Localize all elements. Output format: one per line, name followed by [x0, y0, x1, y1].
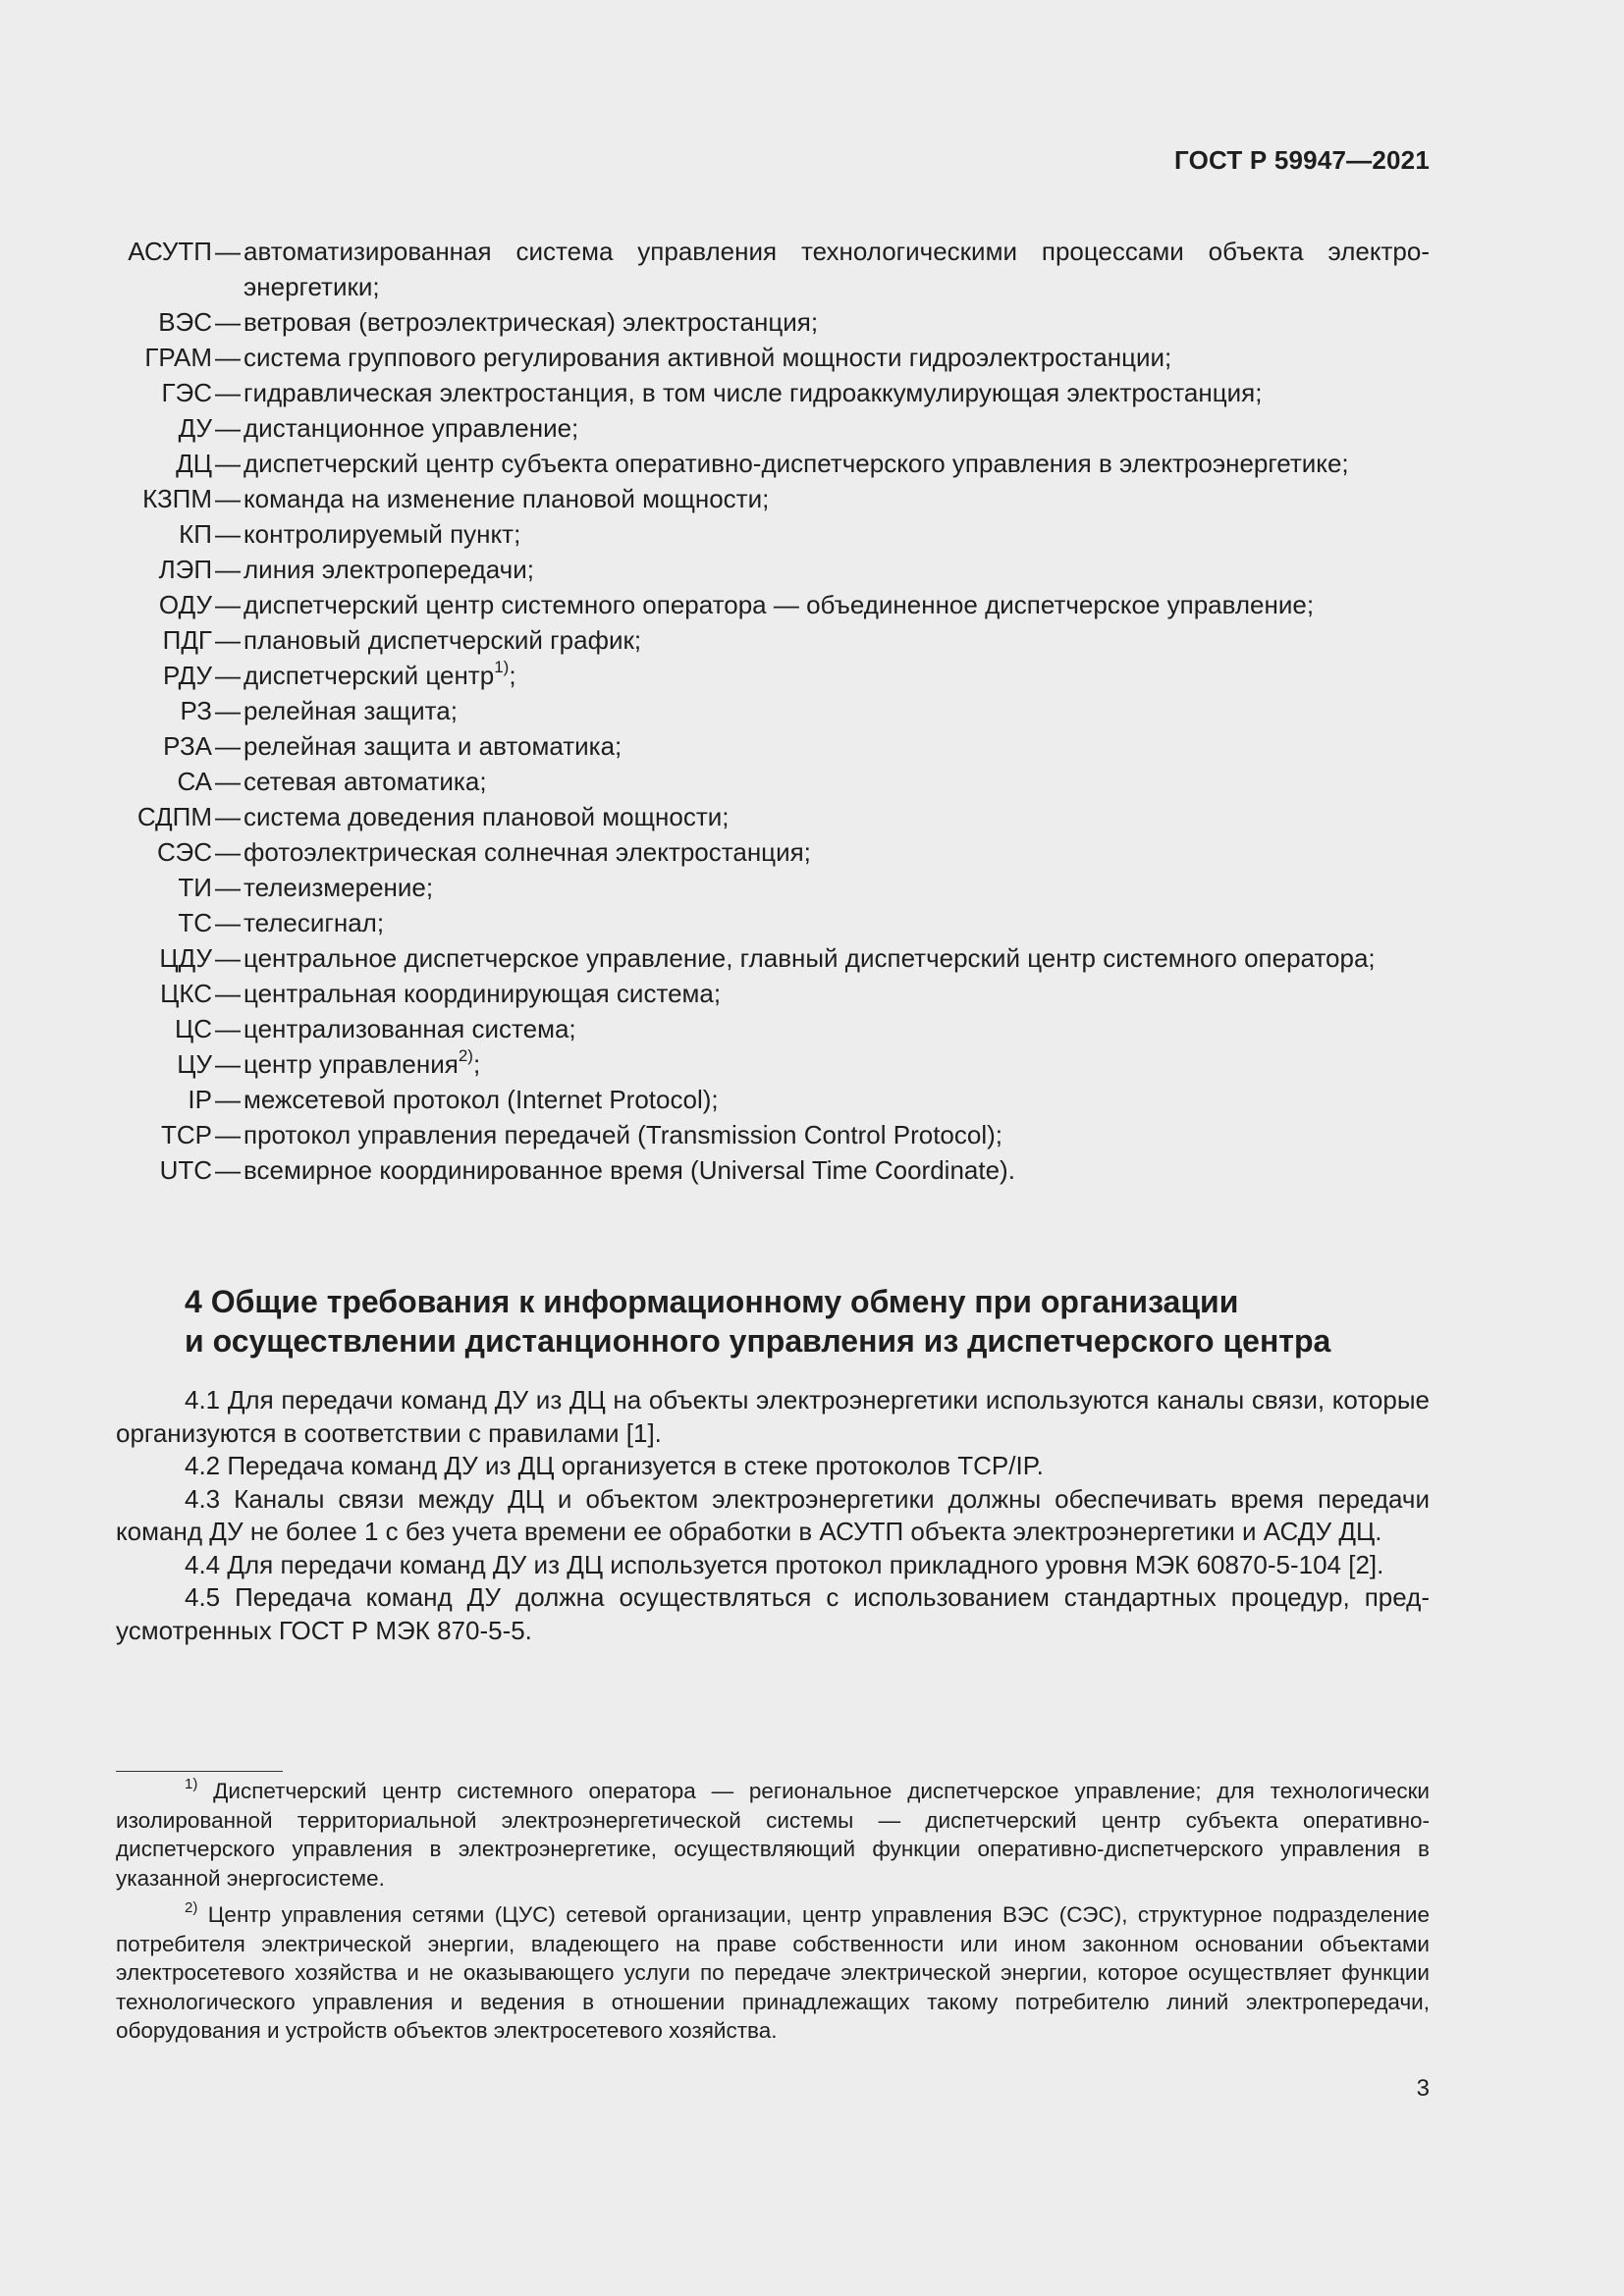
abbreviation-definition — [244, 834, 1430, 870]
abbreviation-term: ТС — [178, 908, 212, 937]
abbreviation-term: ВЭС — [158, 307, 212, 337]
definition-text: релейная защита и автоматика; — [244, 731, 623, 761]
em-dash: — — [215, 979, 241, 1008]
em-dash: — — [215, 943, 241, 973]
em-dash: — — [215, 1120, 241, 1149]
abbreviation-definition — [244, 940, 1430, 976]
abbreviation-term: СА — [177, 767, 212, 796]
abbreviation-definition — [244, 1011, 1430, 1046]
em-dash: — — [215, 378, 241, 407]
definition-text: диспетчерский центр субъекта оперативно-диспетчерского управления в электроэнергетике; — [244, 449, 1349, 478]
abbreviation-term: КЗПМ — [142, 484, 212, 513]
abbreviation-term: TCP — [161, 1120, 212, 1149]
definition-text: всемирное координированное время (Universal Time Coordinate). — [244, 1155, 1015, 1185]
abbreviation-term: IP — [188, 1085, 212, 1114]
abbreviation-row — [116, 905, 1430, 940]
abbreviation-definition — [244, 728, 1430, 764]
footnote-ref: 2) — [458, 1046, 473, 1066]
abbreviation-row — [116, 410, 1430, 446]
abbreviation-row — [116, 446, 1430, 481]
abbreviation-definition — [244, 410, 1430, 446]
em-dash: — — [215, 307, 241, 337]
abbreviation-row — [116, 552, 1430, 587]
definition-text: сетевая автоматика; — [244, 767, 487, 796]
definition-text: телеизмерение; — [244, 873, 434, 902]
abbreviation-row — [116, 304, 1430, 340]
abbreviation-definition — [244, 552, 1430, 587]
abbreviation-definition — [244, 1117, 1430, 1152]
paragraph: 4.3 Каналы связи между ДЦ и объектом электроэнергетики должны обеспечивать время передачи команд ДУ не более 1 с без учета времени ее обработки в АСУТП объекта электроэнергетики и АСДУ ДЦ. — [116, 1483, 1430, 1546]
abbreviation-row — [116, 587, 1430, 622]
em-dash: — — [215, 343, 241, 372]
definition-text: дистанционное управление; — [244, 413, 579, 443]
section-heading — [185, 1282, 1363, 1361]
definition-text: плановый диспетчерский график; — [244, 625, 642, 655]
em-dash: — — [215, 802, 241, 831]
abbreviation-term: АСУТП — [128, 237, 212, 266]
abbreviation-term: ЛЭП — [158, 555, 212, 584]
abbreviation-term: ЦУ — [177, 1049, 212, 1079]
abbreviation-definition — [244, 234, 1430, 304]
abbreviation-row — [116, 1082, 1430, 1117]
em-dash: — — [215, 555, 241, 584]
definition-text: централизованная система; — [244, 1014, 576, 1043]
abbreviation-row — [116, 1011, 1430, 1046]
em-dash: — — [215, 237, 241, 266]
footnote-text: Диспетчерский центр системного оператора — региональное диспетчерское управление; для технологически изолированной территориальной электроэнергетической системы — диспетчерский центр субъекта оперативно-диспетчерского управления в электроэнергетике, осуществляющий функции оперативно-диспетчерского управления в указанной энергосистеме. — [116, 1779, 1430, 1891]
definition-text: телесигнал; — [244, 908, 385, 937]
em-dash: — — [215, 767, 241, 796]
abbreviation-term: ОДУ — [158, 590, 212, 619]
em-dash: — — [215, 908, 241, 937]
abbreviation-term: СДПМ — [136, 802, 212, 831]
em-dash: — — [215, 1155, 241, 1185]
abbreviation-definition — [244, 799, 1430, 834]
definition-text: контролируемый пункт; — [244, 519, 521, 549]
definition-text: автоматизированная система управления технологическими процессами объекта электроэнергетики; — [244, 237, 1430, 301]
abbreviation-row — [116, 375, 1430, 410]
definition-text: межсетевой протокол (Internet Protocol); — [244, 1085, 719, 1114]
definition-tail: ; — [472, 1049, 481, 1079]
abbreviation-term: РДУ — [162, 661, 212, 690]
abbreviation-term: ЦДУ — [159, 943, 212, 973]
abbreviation-term: ДЦ — [176, 449, 212, 478]
abbreviation-row — [116, 340, 1430, 375]
em-dash: — — [215, 1014, 241, 1043]
em-dash: — — [215, 873, 241, 902]
abbreviation-definition — [244, 481, 1430, 516]
em-dash: — — [215, 1085, 241, 1114]
definition-text: гидравлическая электростанция, в том числе гидроаккумулирующая электростанция; — [244, 378, 1263, 407]
abbreviation-definition — [244, 304, 1430, 340]
abbreviation-term: РЗ — [180, 696, 212, 725]
abbreviation-row — [116, 658, 1430, 693]
section-heading-line: 4 Общие требования к информационному обмену при организации — [185, 1284, 1239, 1319]
em-dash: — — [215, 413, 241, 443]
abbreviation-definition — [244, 1082, 1430, 1117]
definition-text: диспетчерский центр системного оператора — объединенное диспетчерское управление; — [244, 590, 1315, 619]
footnote-mark: 1) — [185, 1775, 198, 1792]
abbreviation-row — [116, 764, 1430, 799]
definition-text: центр управления — [244, 1049, 459, 1079]
abbreviation-term: ДУ — [178, 413, 212, 443]
abbreviation-term: ЦС — [174, 1014, 212, 1043]
definition-text: ветровая (ветроэлектрическая) электростанция; — [244, 307, 819, 337]
footnote-mark: 2) — [185, 1898, 198, 1916]
abbreviation-row — [116, 481, 1430, 516]
footnotes — [116, 1777, 1430, 2054]
footnote-text: Центр управления сетями (ЦУС) сетевой организации, центр управления ВЭС (СЭС), структурное подразделение потребителя электрической энергии, владеющего на праве собственности или ином законном основании объектами электросетевого хозяйства и не оказывающего услуги по передаче электрической энергии, которое осуществляет функции технологического управления и ведения в отношении принадлежащих такому потребителю линий электропередачи, оборудования и устройств объектов электросетевого хозяйства. — [116, 1902, 1430, 2043]
definition-text: система доведения плановой мощности; — [244, 802, 730, 831]
abbreviation-definition — [244, 375, 1430, 410]
definition-text: протокол управления передачей (Transmission Control Protocol); — [244, 1120, 1002, 1149]
abbreviation-row — [116, 834, 1430, 870]
abbreviation-row — [116, 1152, 1430, 1188]
abbreviation-row — [116, 870, 1430, 905]
em-dash: — — [215, 484, 241, 513]
abbreviation-definition — [244, 870, 1430, 905]
paragraph: 4.1 Для передачи команд ДУ из ДЦ на объекты электроэнергетики используются каналы связи, которые организуются в соответствии с правилами [1]. — [116, 1385, 1430, 1448]
abbreviation-term: ЦКС — [160, 979, 212, 1008]
definition-text: фотоэлектрическая солнечная электростанция; — [244, 837, 811, 867]
abbreviation-term: КП — [179, 519, 212, 549]
abbreviation-definition — [244, 976, 1430, 1011]
definition-text: линия электропередачи; — [244, 555, 534, 584]
footnote-ref: 1) — [494, 658, 510, 677]
footnote — [116, 1900, 1430, 2046]
em-dash: — — [215, 449, 241, 478]
definition-text: система группового регулирования активной мощности гидроэлектростанции; — [244, 343, 1172, 372]
abbreviation-row — [116, 940, 1430, 976]
abbreviation-definition — [244, 658, 1430, 693]
abbreviation-row — [116, 234, 1430, 304]
definition-text: центральное диспетчерское управление, главный диспетчерский центр системного оператора; — [244, 943, 1376, 973]
footnote — [116, 1777, 1430, 1893]
abbreviation-definition — [244, 693, 1430, 728]
paragraph: 4.2 Передача команд ДУ из ДЦ организуется в стеке протоколов TCP/IP. — [185, 1451, 1044, 1480]
abbreviation-definition — [244, 764, 1430, 799]
definition-text: центральная координирующая система; — [244, 979, 722, 1008]
paragraph: 4.5 Передача команд ДУ должна осуществляться с использованием стандартных процедур, предусмотренных ГОСТ Р МЭК 870-5-5. — [116, 1582, 1430, 1645]
abbreviation-row — [116, 728, 1430, 764]
abbreviation-row — [116, 516, 1430, 552]
em-dash: — — [215, 731, 241, 761]
em-dash: — — [215, 837, 241, 867]
abbreviation-term: СЭС — [157, 837, 212, 867]
em-dash: — — [215, 625, 241, 655]
abbreviation-term: ТИ — [178, 873, 212, 902]
abbreviation-definition — [244, 905, 1430, 940]
em-dash: — — [215, 661, 241, 690]
abbreviation-row — [116, 799, 1430, 834]
abbreviation-row — [116, 1046, 1430, 1082]
abbreviation-term: ПДГ — [162, 625, 212, 655]
abbreviation-definition — [244, 340, 1430, 375]
definition-text: релейная защита; — [244, 696, 458, 725]
em-dash: — — [215, 1049, 241, 1079]
em-dash: — — [215, 696, 241, 725]
abbreviation-row — [116, 693, 1430, 728]
section-body — [116, 1384, 1430, 1647]
abbreviation-term: РЗА — [163, 731, 212, 761]
abbreviation-definition — [244, 1046, 1430, 1082]
abbreviation-term: ГРАМ — [144, 343, 212, 372]
abbreviation-definition — [244, 587, 1430, 622]
abbreviation-term: UTC — [159, 1155, 212, 1185]
abbreviation-term: ГЭС — [161, 378, 212, 407]
definition-tail: ; — [509, 661, 516, 690]
abbreviation-row — [116, 976, 1430, 1011]
abbreviation-row — [116, 622, 1430, 658]
page-number: 3 — [1416, 2075, 1430, 2102]
abbreviation-row — [116, 1117, 1430, 1152]
paragraph: 4.4 Для передачи команд ДУ из ДЦ используется протокол прикладного уровня МЭК 60870-5-104 [2]. — [185, 1549, 1384, 1579]
abbreviation-list — [116, 234, 1430, 1188]
section-heading-line: и осуществлении дистанционного управления из диспетчерского центра — [185, 1323, 1331, 1359]
document-id: ГОСТ Р 59947—2021 — [1174, 145, 1430, 175]
footnote-divider — [116, 1771, 283, 1772]
definition-text: диспетчерский центр — [244, 661, 495, 690]
em-dash: — — [215, 590, 241, 619]
abbreviation-definition — [244, 516, 1430, 552]
abbreviation-definition — [244, 622, 1430, 658]
em-dash: — — [215, 519, 241, 549]
abbreviation-definition — [244, 1152, 1430, 1188]
abbreviation-definition — [244, 446, 1430, 481]
definition-text: команда на изменение плановой мощности; — [244, 484, 770, 513]
